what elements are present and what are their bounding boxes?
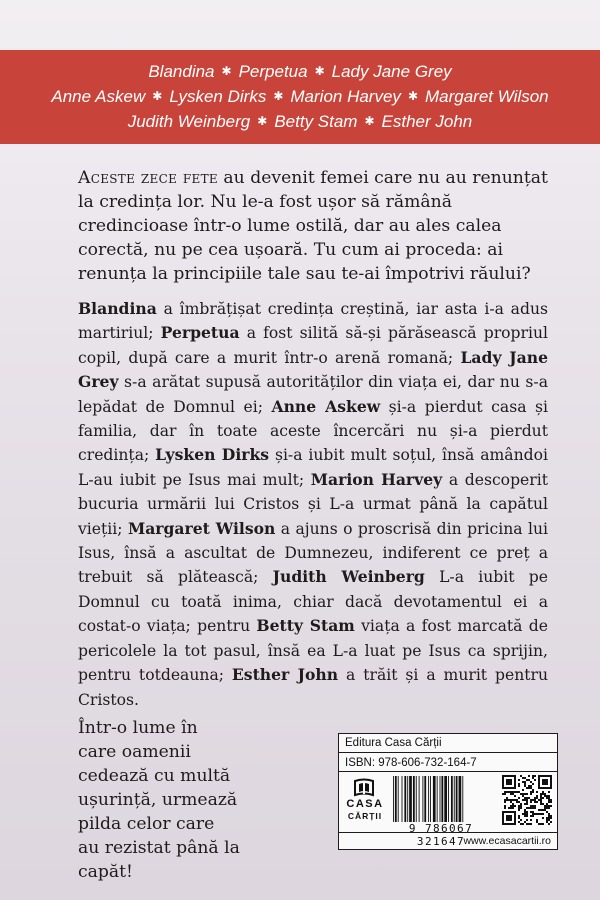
person-description: a ajuns o proscrisă din pricina lui Isus, însă a ascultat de Dumnezeu, indiferent ce preț a trebuit să plătească; <box>78 519 548 587</box>
banner-name: Betty Stam <box>274 112 358 131</box>
banner-line-1 <box>0 60 600 85</box>
person-name: Judith Weinberg <box>272 567 425 587</box>
person-description: L-a iubit pe Domnul cu toată inima, chiar dacă devotamentul ei a costat-o viața; pentru <box>78 568 548 636</box>
person-name: Margaret Wilson <box>127 518 276 538</box>
person-description: a îmbrățișat credința creștină, iar asta i-a adus martiriul; <box>78 300 548 343</box>
person-name: Marion Harvey <box>310 469 443 489</box>
publisher-box <box>338 733 558 850</box>
book-logo-icon <box>353 778 375 798</box>
person-description: viața a fost marcată de pericolele la tot pasul, însă ea L-a luat pe Isus ca sprijin, pentru totdeauna; <box>78 617 548 685</box>
separator-star-icon: ✱ <box>364 114 375 128</box>
barcode-number: 9 786067 321647 <box>408 822 474 848</box>
banner-name: Blandina <box>148 62 215 81</box>
person-name: Esther John <box>231 665 339 685</box>
banner-name: Lady Jane Grey <box>331 62 452 81</box>
intro-text: au devenit femei care nu au renunțat la credința lor. Nu le-a fost ușor să rămână credincioase într-o lume ostilă, dar au ales calea corectă, nu pe cea ușoară. Tu cum ai proceda: ai renunța la principiile tale sau te-ai împotrivi răului? <box>78 168 548 284</box>
website-link[interactable]: www.ecasacartii.ro <box>339 832 557 848</box>
publisher-name: Editura Casa Cărții <box>339 734 557 753</box>
closing-paragraph: Într-o lume în care oamenii cedează cu multă ușurință, urmează pilda celor care au rezistat până la capăt! <box>78 718 240 882</box>
separator-star-icon: ✱ <box>257 114 268 128</box>
separator-star-icon: ✱ <box>221 64 232 78</box>
banner-name: Esther John <box>381 112 473 131</box>
person-description: a fost silită să-și părăsească propriul copil, după care a murit într-o arenă romană; <box>78 324 549 367</box>
person-name: Anne Askew <box>271 396 381 416</box>
person-description: a trăit și a murit pentru Cristos. <box>78 666 548 709</box>
body-paragraph <box>78 297 548 712</box>
isbn-text: ISBN: 978-606-732-164-7 <box>339 754 557 772</box>
person-name: Betty Stam <box>256 616 355 636</box>
publisher-logo <box>345 778 385 828</box>
intro-lead: Aceste zece fete <box>78 168 218 188</box>
separator-star-icon: ✱ <box>152 89 163 103</box>
intro-paragraph <box>78 166 548 286</box>
banner-line-2 <box>0 85 600 110</box>
separator-star-icon: ✱ <box>273 89 284 103</box>
barcode-icon <box>391 776 491 822</box>
person-name: Lady Jane Grey <box>78 347 549 392</box>
person-description: s-a arătat supusă autorităților din viața ei, dar nu s-a lepădat de Domnul ei; <box>78 373 548 416</box>
person-name: Blandina <box>78 299 157 318</box>
banner-name: Judith Weinberg <box>127 112 251 131</box>
logo-text-cartii: CĂRȚII <box>347 811 383 821</box>
person-description: și-a pierdut casa și familia, dar în toate aceste încercări nu și-a pierdut credința; <box>78 397 548 465</box>
separator-star-icon: ✱ <box>314 64 325 78</box>
person-name: Perpetua <box>160 323 240 343</box>
banner-line-3 <box>0 110 600 135</box>
person-name: Lysken Dirks <box>155 445 270 465</box>
banner-name: Anne Askew <box>51 87 146 106</box>
separator-star-icon: ✱ <box>407 89 418 103</box>
person-description: a descoperit bucuria urmării lui Cristos și L-a urmat până la capătul vieții; <box>78 470 548 538</box>
person-description: și-a iubit mult soțul, însă amândoi L-au iubit pe Isus mai mult; <box>78 446 549 489</box>
banner-name: Margaret Wilson <box>425 87 549 106</box>
banner-name: Perpetua <box>238 62 308 81</box>
logo-text-casa: CASA <box>346 798 384 810</box>
qr-code-icon <box>502 775 552 825</box>
names-banner <box>0 50 600 144</box>
banner-name: Marion Harvey <box>290 87 401 106</box>
banner-name: Lysken Dirks <box>169 87 267 106</box>
